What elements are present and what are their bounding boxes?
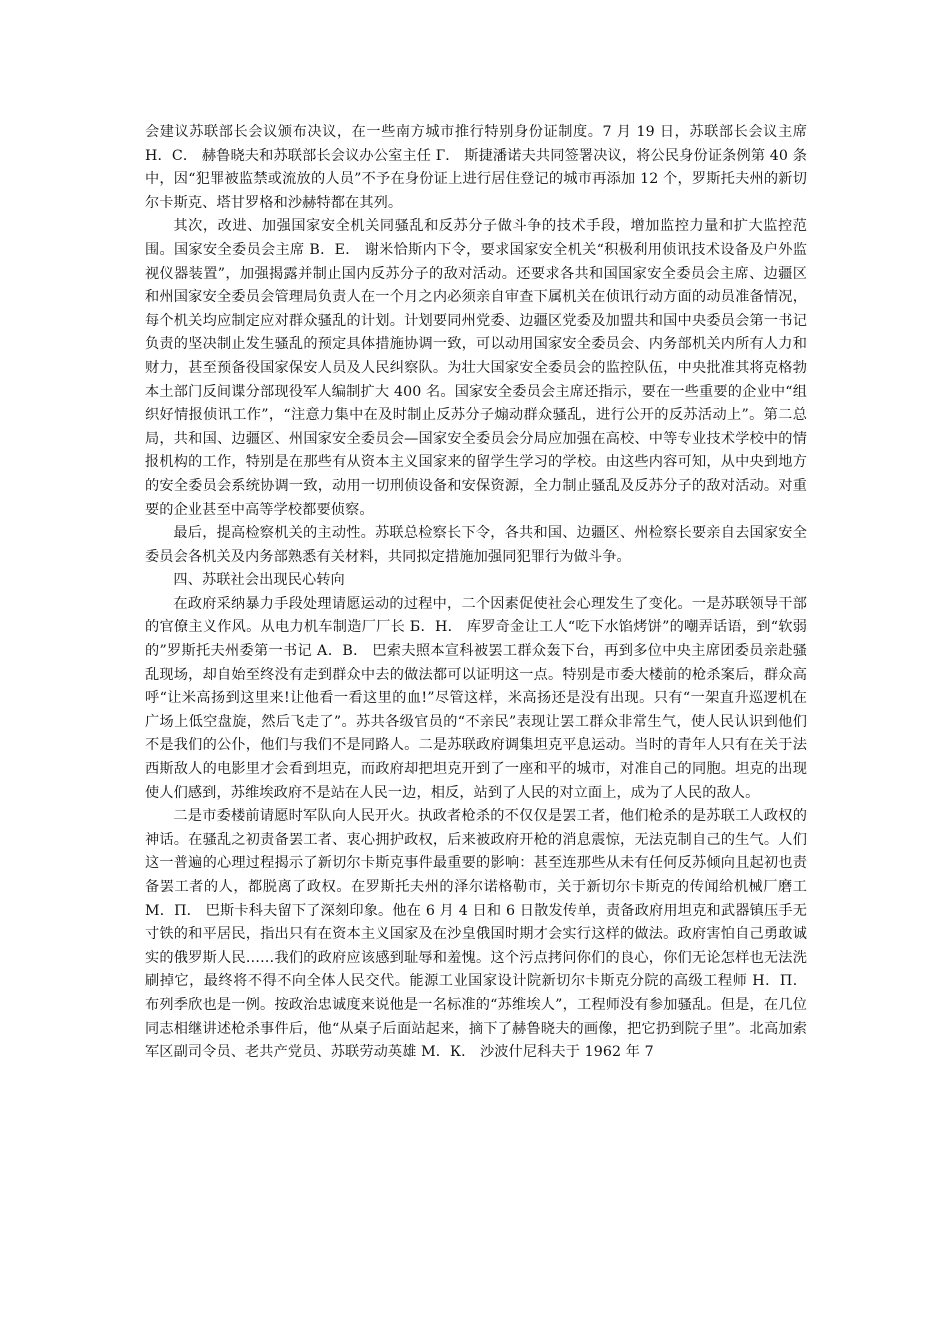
paragraph-army-fires: 二是市委楼前请愿时军队向人民开火。执政者枪杀的不仅仅是罢工者，他们枪杀的是苏联工人政权的神话。在骚乱之初责备罢工者、衷心拥护政权，后来被政府开枪的消息震惊，无法克制自己的生气。人们这一普遍的心理过程揭示了新切尔卡斯克事件最重要的影响：甚至连那些从未有任何反苏倾向且起初也责备罢工者的人，都脱离了政权。在罗斯托夫州的泽尔诺格勒市，关于新切尔卡斯克的传闻给机械厂磨工 М．П． 巴斯卡科夫留下了深刻印象。他在 6 月 4 日和 6 日散发传单，责备政府用坦克和武器镇压手无寸铁的和平居民，指出只有在资本主义国家及在沙皇俄国时期才会实行这样的做法。政府害怕自己勇敢诚实的俄罗斯人民……我们的政府应该感到耻辱和羞愧。这个污点拷问你们的良心，你们无论怎样也无法洗刷掉它，最终将不得不向全体人民交代。能源工业国家设计院新切尔卡斯克分院的高级工程师 Н．П． 布列季欣也是一例。按政治忠诚度来说他是一名标准的“苏维埃人”，工程师没有参加骚乱。但是，在几位同志相继讲述枪杀事件后，他“从桌子后面站起来，摘下了赫鲁晓夫的画像，把它扔到院子里”。北高加索军区副司令员、老共产党员、苏联劳动英雄 М．К． 沙波什尼科夫于 1962 年 7 — [145, 808, 807, 1061]
paragraph-security-measures: 其次，改进、加强国家安全机关同骚乱和反苏分子做斗争的技术手段，增加监控力量和扩大监控范围。国家安全委员会主席 В．Е． 谢米恰斯内下令，要求国家安全机关“积极利用侦讯技术设备及户外监视仪器装置”，加强揭露并制止国内反苏分子的敌对活动。还要求各共和国国家安全委员会主席、边疆区和州国家安全委员会管理局负责人在一个月之内必须亲自审查下属机关在侦讯行动方面的动员准备情况，每个机关均应制定应对群众骚乱的计划。计划要同州党委、边疆区党委及加盟共和国中央委员会第一书记负责的坚决制止发生骚乱的预定具体措施协调一致，可以动用国家安全委员会、内务部机关内所有人力和财力，甚至预备役国家保安人员及人民纠察队。为壮大国家安全委员会的监控队伍，中央批准其将克格勃本土部门反间谍分部现役军人编制扩大 400 名。国家安全委员会主席还指示，要在一些重要的企业中“组织好情报侦讯工作”，“注意力集中在及时制止反苏分子煽动群众骚乱，进行公开的反苏活动上”。第二总局，共和国、边疆区、州国家安全委员会—国家安全委员会分局应加强在高校、中等专业技术学校中的情报机构的工作，特别是在那些有从资本主义国家来的留学生学习的学校。由这些内容可知，从中央到地方的安全委员会系统协调一致，动用一切刑侦设备和安保资源，全力制止骚乱及反苏分子的敌对活动。对重要的企业甚至中高等学校都要侦察。 — [145, 218, 807, 518]
paragraph-identity-card-decree: 会建议苏联部长会议颁布决议，在一些南方城市推行特别身份证制度。7 月 19 日，苏联部长会议主席 Н．С． 赫鲁晓夫和苏联部长会议办公室主任 Г． 斯捷潘诺夫共同签署决议，将公民身份证条例第 40 条中，因“犯罪被监禁或流放的人员”不予在身份证上进行居住登记的城市再添加 12 个，罗斯托夫州的新切尔卡斯克、塔甘罗格和沙赫特都在其列。 — [145, 124, 807, 211]
section-heading: 四、苏联社会出现民心转向 — [173, 572, 345, 589]
paragraph-prosecutor-measures: 最后，提高检察机关的主动性。苏联总检察长下令，各共和国、边疆区、州检察长要亲自去国家安全委员会各机关及内务部熟悉有关材料，共同拟定措施加强同犯罪行为做斗争。 — [145, 525, 807, 565]
body-text — [145, 121, 807, 1065]
paragraph-social-psychology: 在政府采纳暴力手段处理请愿运动的过程中，二个因素促使社会心理发生了变化。一是苏联领导干部的官僚主义作风。从电力机车制造厂厂长 Б．Н． 库罗奇金让工人“吃下水馅烤饼”的嘲弄话语，到“软弱的”罗斯托夫州委第一书记 А．В． 巴索夫照本宣科被罢工群众轰下台，再到多位中央主席团委员亲赴骚乱现场，却自始至终没有走到群众中去的做法都可以证明这一点。特别是市委大楼前的枪杀案后，群众高呼“让米高扬到这里来!让他看一看这里的血!”尽管这样，米高扬还是没有出现。只有“一架直升巡逻机在广场上低空盘旋，然后飞走了”。苏共各级官员的“不亲民”表现让罢工群众非常生气，使人民认识到他们不是我们的公仆，他们与我们不是同路人。二是苏联政府调集坦克平息运动。当时的青年人只有在关于法西斯敌人的电影里才会看到坦克，而政府却把坦克开到了一座和平的城市，对准自己的同胞。坦克的出现使人们感到，苏维埃政府不是站在人民一边，相反，站到了人民的对立面上，成为了人民的敌人。 — [145, 595, 807, 801]
